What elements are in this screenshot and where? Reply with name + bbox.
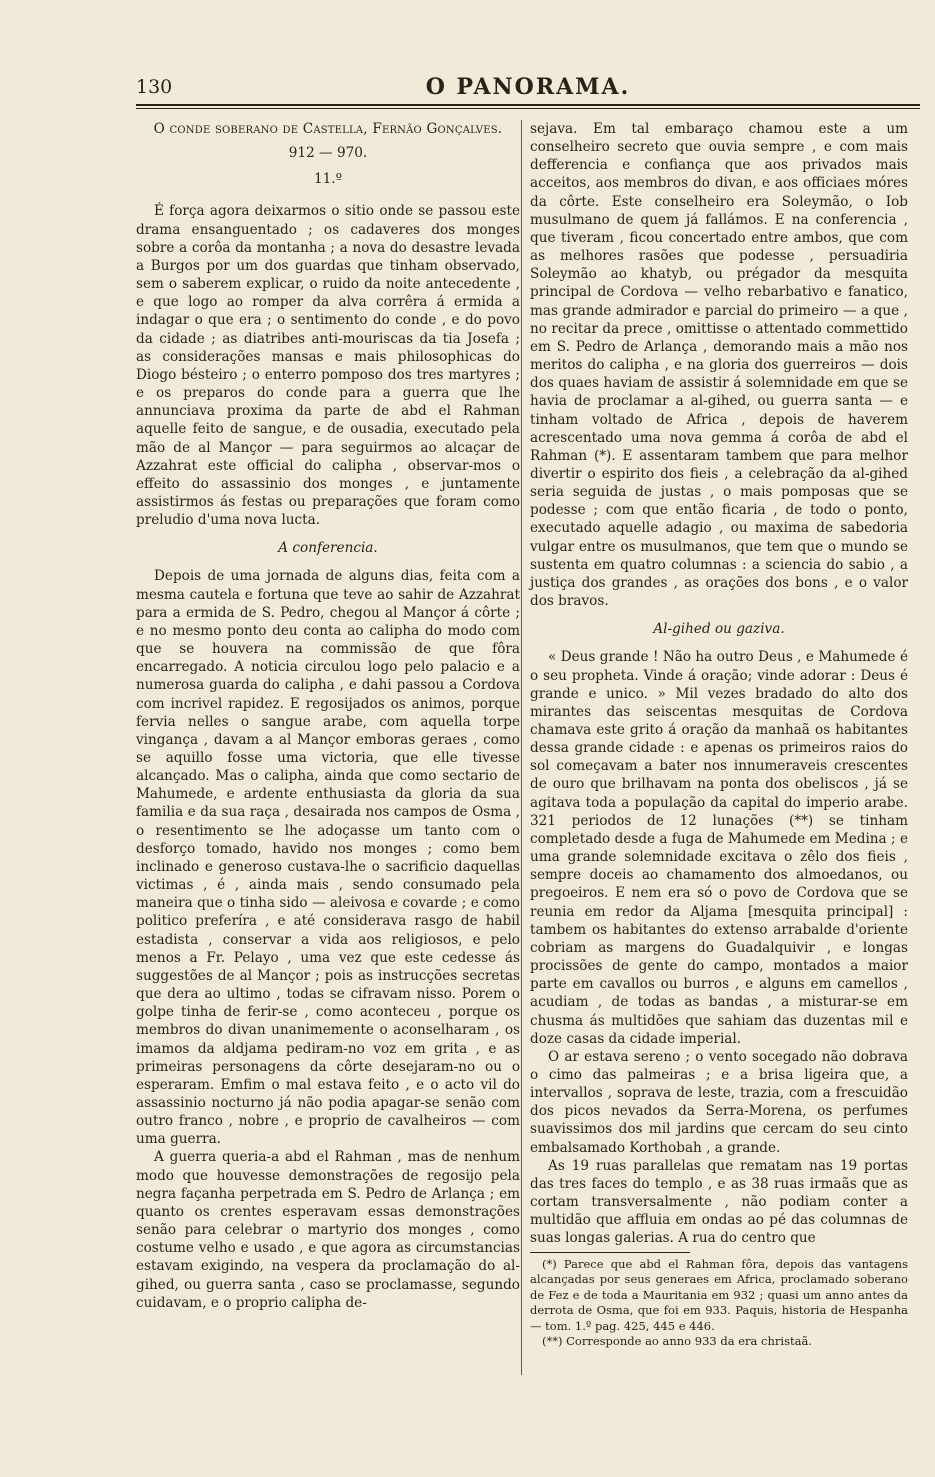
paragraph: O ar estava sereno ; o vento socegado não dobrava o cimo das palmeiras ; e a brisa ligeira que, a intervallos , soprava de leste, trazia, com a frescuidão dos picos nevados da Serra-Morena, os perfumes suavissimos dos mil jardins que cercam do seu cinto embalsamado Korthobah , a grande. bbox=[530, 1048, 908, 1156]
footnote: (**) Corresponde ao anno 933 da era christaã. bbox=[542, 1334, 812, 1349]
article-part-number: 11.º bbox=[313, 171, 342, 188]
paragraph: As 19 ruas parallelas que rematam nas 19 portas das tres faces do templo , e as 38 ruas irmaãs que as cortam transversalmente , não podiam conter a multidão que affluia em ondas ao pé das columnas de suas longas galerias. A rua do centro que bbox=[530, 1157, 908, 1247]
right-column bbox=[530, 120, 908, 1350]
footnote: (*) Parece que abd el Rahman fôra, depois das vantagens alcançadas por seus generaes em Africa, proclamado soberano de Fez e de toda a Mauritania em 932 ; quasi um anno antes da derrota de Osma, que foi em 933. Paquis, historia de Hespanha — tom. 1.º pag. 425, 445 e 446. bbox=[530, 1256, 908, 1333]
header-rule-thin bbox=[136, 108, 920, 109]
article-dates: 912 — 970. bbox=[288, 145, 368, 162]
left-column bbox=[136, 120, 520, 1312]
running-title: O PANORAMA. bbox=[425, 74, 631, 100]
section-subhead: Al-gihed ou gaziva. bbox=[653, 621, 785, 638]
paragraph: É força agora deixarmos o sitio onde se passou este drama ensanguentado ; os cadaveres dos monges sobre a corôa da montanha ; a nova do desastre levada a Burgos por um dos guardas que tinham observado, sem o saberem explicar, o ruido da noite antecedente , e que logo ao romper da alva corrêra á ermida a indagar o que era ; o sentimento do conde , e do povo da cidade ; as diatribes anti-mouriscas da tia Josefa ; as considerações mansas e mais philosophicas do Diogo bésteiro ; o enterro pomposo dos tres martyres ; e os preparos do conde para a guerra que lhe annunciava proxima da parte de abd el Rahman aquelle feito de sangue, e de ousadia, executado pela mão de al Mançor — para seguirmos ao alcaçar de Azzahrat este official do calipha , observar-mos o effeito do assassinio dos monges , e juntamente assistirmos ás festas ou preparações que foram como preludio d'uma nova lucta. bbox=[136, 203, 520, 529]
paragraph: sejava. Em tal embaraço chamou este a um conselheiro secreto que ouvia sempre , e com mais defferencia e confiança que aos privados mais acceitos, aos membros do divan, e aos officiaes móres da côrte. Este conselheiro era Soleymão, o Iob musulmano de quem já fallámos. E na conferencia , que tiveram , ficou concertado entre ambos, que com as melhores rasões que podesse , persuadiria Soleymão ao khatyb, ou prégador da mesquita principal de Cordova — velho rebarbativo e fanatico, mas grande admirador e parcial do primeiro — a que , no recitar da prece , omittisse o attentado commettido em S. Pedro de Arlança , demorando mais a mão nos meritos do calipha , e na gloria dos guerreiros — dois dos quaes haviam de assistir á solemnidade em que se havia de proclamar a al-gihed, ou guerra santa — e tinham voltado de Africa , depois de haverem acrescentado uma nova gemma á corôa de abd el Rahman (*). E assentaram tambem que para melhor divertir o espirito dos fieis , a celebração da al-gihed seria seguida de justas , o mais pomposas que se podesse ; com que então ficaria , de todo o ponto, executado aquelle adagio , ou maxima de sabedoria vulgar entre os musulmanos, que tem que o mundo se sustenta em quatro columnas : a sciencia do sabio , a justiça dos grandes , as orações dos bons , e o valor dos bravos. bbox=[530, 121, 908, 610]
footnote-rule bbox=[530, 1252, 690, 1253]
article-title: O conde soberano de Castella, Fernão Gonçalves. bbox=[153, 121, 503, 137]
page-number: 130 bbox=[136, 76, 173, 98]
page-header bbox=[136, 72, 920, 106]
paragraph: Depois de uma jornada de alguns dias, feita com a mesma cautela e fortuna que teve ao sahir de Azzahrat para a ermida de S. Pedro, chegou al Mançor á côrte ; e no mesmo ponto deu conta ao calipha do modo com que se houvera na commissão de que fôra encarregado. A noticia circulou logo pelo palacio e a numerosa guarda do calipha , e dahi passou a Cordova com incrivel rapidez. E regosijados os animos, porque fervia nelles o sangue arabe, com aquella torpe vingança , davam a al Mançor emboras geraes , como se aquillo fosse uma victoria, que elle tivesse alcançado. Mas o calipha, ainda que como sectario de Mahumede, e ardente enthusiasta da gloria da sua familia e da sua raça , desairada nos campos de Osma , o resentimento se lhe adoçasse um tanto com o desforço tomado, havido nos monges ; como bem inclinado e generoso custava-lhe o sacrificio daquellas victimas , é , ainda mais , sendo consumado pela maneira que o tinha sido — aleivosa e covarde ; e como politico preferíra , e até considerava rasgo de habil estadista , conservar a vida aos religiosos, e pelo menos a Fr. Pelayo , uma vez que este cedesse ás suggestões de al Mançor ; pois as instrucções secretas que dera ao ultimo , todas se cifravam nisso. Porem o golpe tinha de ferir-se , como aconteceu , porque os membros do divan unanimemente o aconselharam , os imamos da aldjama pediram-no voz em grita , e as primeiras personagens da côrte desejaram-no ou o esperaram. Emfim o mal estava feito , e o acto vil do assassinio nocturno já não podia apagar-se senão com outro franco , nobre , e proprio de cavalheiros — com uma guerra. bbox=[136, 568, 520, 1148]
footnotes bbox=[530, 1257, 908, 1350]
section-subhead: A conferencia. bbox=[278, 540, 378, 557]
paragraph: A guerra queria-a abd el Rahman , mas de nenhum modo que houvesse demonstrações de regosijo pela negra façanha perpetrada em S. Pedro de Arlança ; em quanto os crentes esperavam essas demonstrações senão para celebrar o martyrio dos monges , como costume velho e usado , e que agora as circumstancias estavam exigindo, na vespera da proclamação do al-gihed, ou guerra santa , caso se proclamasse, segundo cuidavam, e o proprio calipha de- bbox=[136, 1149, 520, 1311]
paragraph: « Deus grande ! Não ha outro Deus , e Mahumede é o seu propheta. Vinde á oração; vinde adorar : Deus é grande e unico. » Mil vezes bradado do alto dos mirantes das seiscentas mesquitas de Cordova chamava este grito á oração da manhaã os habitantes dessa grande cidade : e apenas os primeiros raios do sol começavam a bater nos innumeraveis crescentes de ouro que brilhavam na ponta dos obeliscos , já se agitava toda a população da capital do imperio arabe. 321 periodos de 12 lunações (**) se tinham completado desde a fuga de Mahumede em Medina ; e uma grande solemnidade excitava o zêlo dos fieis , sempre doceis ao chamamento dos almoedanos, ou pregoeiros. E nem era só o povo de Cordova que se reunia em redor da Aljama [mesquita principal] : tambem os habitantes do extenso arrabalde d'oriente cobriam as margens do Guadalquivir , e longas procissões de gente do campo, montados a maior parte em cavallos ou burros , e alguns em camellos , acudiam , de todas as bandas , a misturar-se em chusma ás multidões que sahiam das duzentas mil e doze casas da cidade imperial. bbox=[530, 649, 908, 1047]
header-rule bbox=[136, 104, 920, 106]
column-divider bbox=[521, 120, 522, 1375]
